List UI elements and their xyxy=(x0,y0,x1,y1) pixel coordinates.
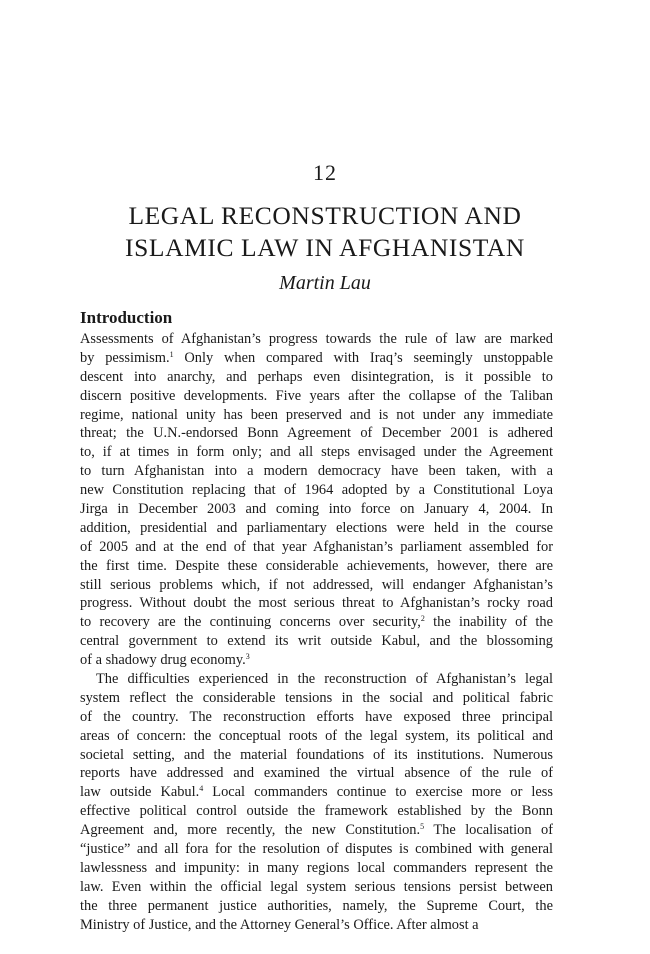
chapter-title-line-2: ISLAMIC LAW IN AFGHANISTAN xyxy=(125,233,525,262)
text-line: central government to extend its writ outside Kabul, and the blossoming xyxy=(80,633,553,650)
paragraph xyxy=(80,670,553,934)
chapter-number: 12 xyxy=(313,160,337,185)
text-line: lawlessness and impunity: in many regions local commanders represent the xyxy=(80,859,553,876)
text-line: effective political control outside the framework established by the Bonn xyxy=(80,803,553,820)
footnote-marker[interactable]: 2 xyxy=(420,614,425,624)
text-line: descent into anarchy, and perhaps even disintegration, is it possible to xyxy=(80,368,553,385)
text-line: by pessimism.$^1$ Only when compared with Iraq’s seemingly unstoppable xyxy=(80,349,553,366)
text-line: still serious problems which, if not addressed, will endanger Afghanistan’s xyxy=(80,576,553,593)
text-line: the first time. Despite these considerable achievements, however, there are xyxy=(80,557,553,574)
text-line: Agreement and, more recently, the new Constitution.$^5$ The localisation of xyxy=(80,822,553,839)
text-line: of 2005 and at the end of that year Afghanistan’s parliament assembled for xyxy=(80,538,553,555)
text-line: reports have addressed and examined the virtual absence of the rule of xyxy=(80,765,553,782)
text-line: discern positive developments. Five years after the collapse of the Taliban xyxy=(80,387,553,404)
text-line: to, if at times in form only; and all steps envisaged under the Agreement xyxy=(80,444,553,461)
text-line: new Constitution replacing that of 1964 adopted by a Constitutional Loya xyxy=(80,482,553,499)
footnote-marker[interactable]: 4 xyxy=(199,784,204,794)
text-line: addition, presidential and parliamentary elections were held in the course xyxy=(80,519,553,536)
text-line: The difficulties experienced in the reconstruction of Afghanistan’s legal xyxy=(96,671,553,688)
footnote-marker[interactable]: 3 xyxy=(245,652,250,662)
text-line: Assessments of Afghanistan’s progress towards the rule of law are marked xyxy=(80,331,553,347)
text-line: Jirga in December 2003 and coming into force on January 4, 2004. In xyxy=(80,501,553,518)
text-line: system reflect the considerable tensions in the social and political fabric xyxy=(80,689,553,706)
footnote-marker[interactable]: 5 xyxy=(420,822,425,832)
text-line: societal setting, and the material foundations of its institutions. Numerous xyxy=(80,746,553,763)
section-heading: Introduction xyxy=(80,308,173,327)
body-text xyxy=(80,330,553,935)
text-line: to recovery are the continuing concerns over security,$^2$ the inability of the xyxy=(80,614,553,631)
text-line: of the country. The reconstruction efforts have exposed three principal xyxy=(80,708,553,725)
footnote-marker[interactable]: 1 xyxy=(169,349,174,359)
text-line: to turn Afghanistan into a modern democracy have been taken, with a xyxy=(80,463,553,480)
text-line: Ministry of Justice, and the Attorney General’s Office. After almost a xyxy=(80,916,479,933)
author-name: Martin Lau xyxy=(279,272,371,294)
text-line: law outside Kabul.$^4$ Local commanders continue to exercise more or less xyxy=(80,784,553,801)
text-line: law. Even within the official legal system serious tensions persist between xyxy=(80,878,553,895)
chapter-title xyxy=(60,200,590,264)
text-line: “justice” and all fora for the resolution of disputes is combined with general xyxy=(80,841,553,858)
text-line: the three permanent justice authorities, namely, the Supreme Court, the xyxy=(80,897,553,914)
chapter-title-line-1: LEGAL RECONSTRUCTION AND xyxy=(128,201,522,230)
text-line: regime, national unity has been preserved and is not under any immediate xyxy=(80,406,553,423)
text-line: of a shadowy drug economy.$^3$ xyxy=(80,652,250,669)
text-line: threat; the U.N.-endorsed Bonn Agreement of December 2001 is adhered xyxy=(80,425,553,442)
text-line: areas of concern: the conceptual roots of the legal system, its political and xyxy=(80,727,553,744)
text-line: progress. Without doubt the most serious threat to Afghanistan’s rocky road xyxy=(80,595,553,612)
paragraph xyxy=(80,330,553,670)
